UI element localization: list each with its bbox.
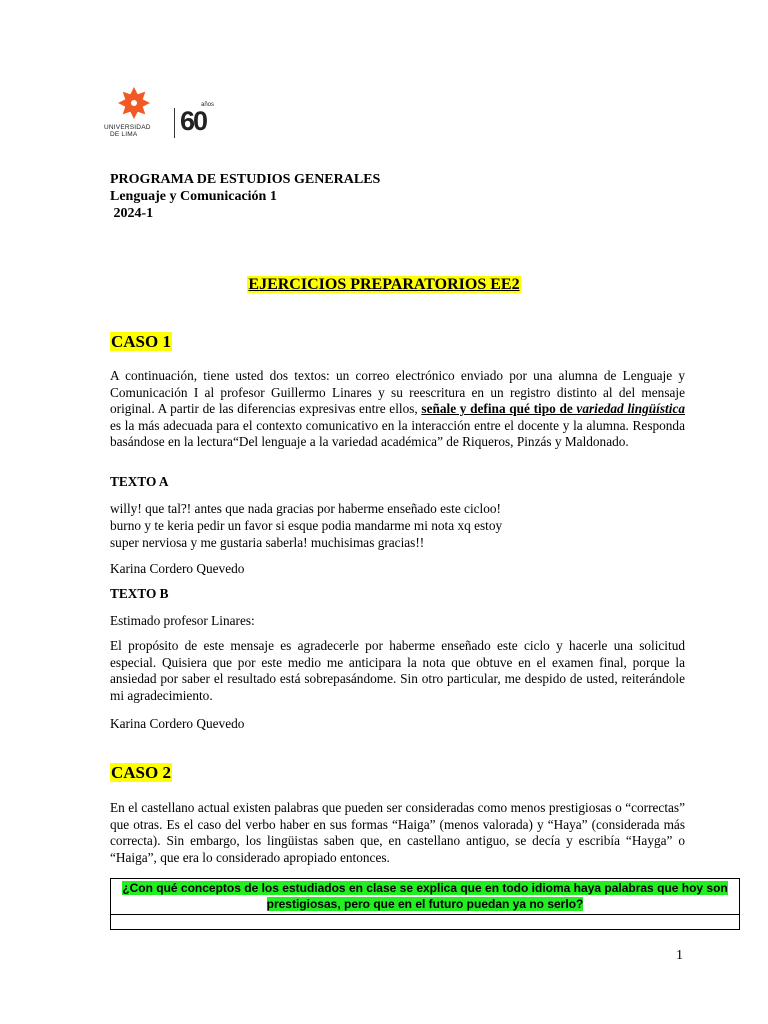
texto-a-label: TEXTO A xyxy=(110,474,169,489)
texto-b-label: TEXTO B xyxy=(110,586,169,601)
answer-cell[interactable] xyxy=(111,914,739,929)
course-title: Lenguaje y Comunicación 1 xyxy=(110,189,277,204)
caso1-intro-bold-italic: variedad lingüística xyxy=(576,401,685,417)
texto-b-signature: Karina Cordero Quevedo xyxy=(110,716,245,731)
caso1-heading-text: CASO 1 xyxy=(111,332,171,351)
logo-anniversary-number: 60 xyxy=(180,106,207,136)
logo-wordmark: UNIVERSIDAD DE LIMA xyxy=(104,124,151,138)
texto-b-body: El propósito de este mensaje es agradecerle por haberme enseñado este ciclo y hacerle una solicitud especial. Quisiera que por este medio me anticipara la nota que obtuve en el examen final, porque la ansiedad por saber el resultado está sobrepasándome. Sin otro particular, me despido de usted, reiterándole mi agradecimiento. xyxy=(110,638,685,703)
texto-a-line: burno y te keria pedir un favor si esque podia mandarme mi nota xq estoy xyxy=(110,518,503,533)
caso2-body: En el castellano actual existen palabras que pueden ser consideradas como menos prestigiosas o “correctas” que otras. Es el caso del verbo haber en sus formas “Haiga” (menos valorada) y “Haya” (considerada más correcta). Sin embargo, los lingüistas saben que, en castellano antiguo, se decía y escribía “Hayga” o “Haiga”, que era lo considerado apropiado entonces. xyxy=(110,800,685,865)
logo-anniversary-word: años xyxy=(201,102,215,108)
caso1-intro-b: es la más adecuada para el contexto comunicativo en la interacción entre el docente y la alumna. Responda basándose en la lectura“Del lenguaje a la variedad académica” de Riqueros, Pinzás y Maldonado. xyxy=(110,417,685,450)
texto-b-greeting: Estimado profesor Linares: xyxy=(110,613,255,628)
university-logo xyxy=(104,86,222,140)
caso1-intro-a: A continuación, tiene usted dos textos: un correo electrónico enviado por una alumna de Lenguaje y Comunicación I al profesor Guillermo Linares y su reescritura en un registro distinto al del mensaje original. A partir de las diferencias expresivas entre ellos, xyxy=(110,368,685,417)
question-text: ¿Con qué conceptos de los estudiados en clase se explica que en todo idioma haya palabras que hoy son prestigiosas, pero que en el futuro puedan ya no serlo? xyxy=(122,881,728,911)
caso2-heading-text: CASO 2 xyxy=(111,763,171,782)
question-row xyxy=(111,879,739,915)
question-table xyxy=(110,878,740,930)
term-label: 2024-1 xyxy=(110,206,154,221)
document-title xyxy=(0,276,768,294)
texto-a-line: super nerviosa y me gustaria saberla! muchisimas gracias!! xyxy=(110,535,425,550)
caso2-heading xyxy=(110,763,172,783)
flower-emblem-icon xyxy=(114,86,154,122)
texto-a-line: willy! que tal?! antes que nada gracias por haberme enseñado este cicloo! xyxy=(110,501,501,516)
program-title: PROGRAMA DE ESTUDIOS GENERALES xyxy=(110,172,381,187)
logo-divider xyxy=(174,108,175,138)
caso1-instructions xyxy=(110,368,685,451)
caso1-intro-bold: señale y defina qué tipo de xyxy=(421,401,577,417)
texto-a-signature: Karina Cordero Quevedo xyxy=(110,561,245,576)
caso1-heading xyxy=(110,332,172,352)
document-title-text: EJERCICIOS PREPARATORIOS EE2 xyxy=(248,276,520,293)
page-number: 1 xyxy=(676,948,683,963)
